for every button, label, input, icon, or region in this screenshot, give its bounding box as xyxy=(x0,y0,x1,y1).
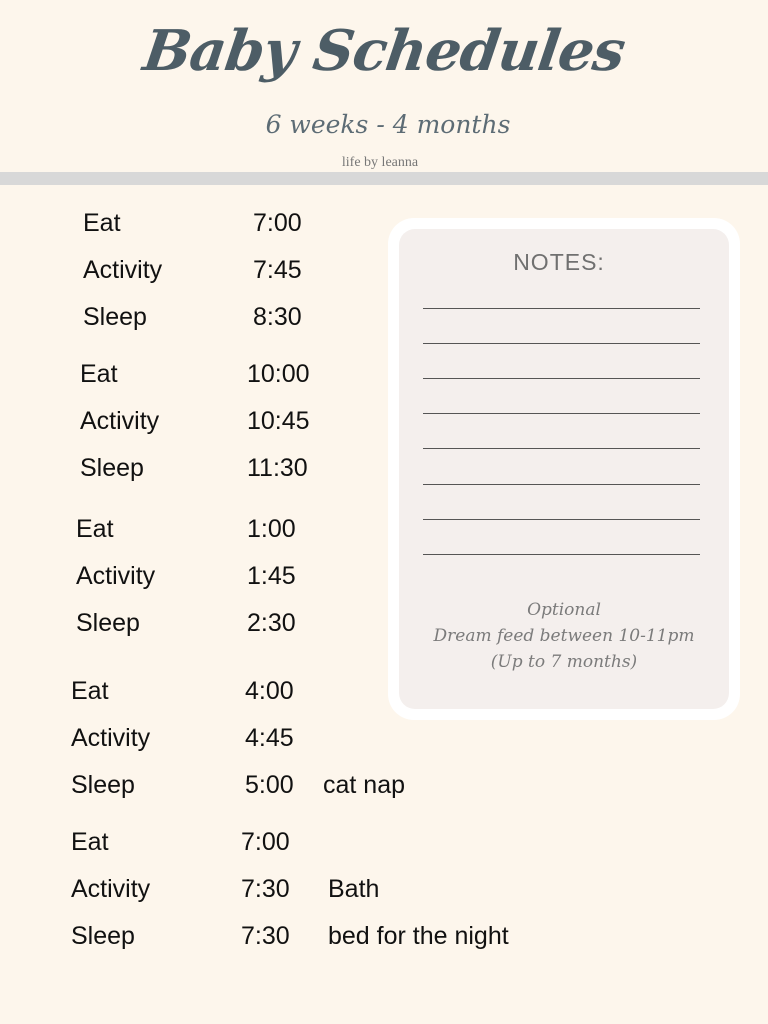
activity-time: 7:00 xyxy=(253,209,302,237)
brand-credit: life by leanna xyxy=(341,155,419,170)
activity-note: cat nap xyxy=(323,771,406,799)
notes-writing-line xyxy=(423,554,700,555)
activity-label: Activity xyxy=(71,875,151,903)
dream-feed-text: Dream feed between 10-11pm xyxy=(433,626,695,646)
notes-writing-line xyxy=(423,308,700,309)
activity-label: Activity xyxy=(76,562,156,590)
activity-label: Sleep xyxy=(71,922,135,950)
activity-time: 1:45 xyxy=(247,562,296,590)
activity-time: 1:00 xyxy=(247,515,296,543)
activity-time: 4:45 xyxy=(245,724,294,752)
page-subtitle: 6 weeks - 4 months xyxy=(265,110,511,139)
activity-time: 7:30 xyxy=(241,922,290,950)
activity-time: 7:00 xyxy=(241,828,290,856)
age-limit-text: (Up to 7 months) xyxy=(490,652,638,672)
activity-label: Eat xyxy=(83,209,121,237)
activity-label: Sleep xyxy=(80,454,144,482)
notes-writing-line xyxy=(423,378,700,379)
activity-label: Sleep xyxy=(76,609,140,637)
activity-time: 5:00 xyxy=(245,771,294,799)
header-divider xyxy=(0,172,768,185)
activity-time: 7:30 xyxy=(241,875,290,903)
activity-label: Activity xyxy=(80,407,160,435)
activity-time: 8:30 xyxy=(253,303,302,331)
notes-optional-text xyxy=(399,597,729,675)
activity-time: 2:30 xyxy=(247,609,296,637)
notes-heading: NOTES: xyxy=(513,249,605,275)
notes-writing-line xyxy=(423,519,700,520)
activity-time: 11:30 xyxy=(247,454,308,482)
activity-label: Eat xyxy=(76,515,114,543)
activity-label: Sleep xyxy=(71,771,135,799)
activity-time: 4:00 xyxy=(245,677,294,705)
activity-label: Activity xyxy=(83,256,163,284)
notes-writing-line xyxy=(423,413,700,414)
activity-time: 7:45 xyxy=(253,256,302,284)
activity-time: 10:00 xyxy=(247,360,310,388)
activity-label: Eat xyxy=(71,828,109,856)
activity-label: Eat xyxy=(80,360,118,388)
activity-label: Sleep xyxy=(83,303,147,331)
activity-label: Activity xyxy=(71,724,151,752)
optional-label: Optional xyxy=(527,600,601,620)
activity-time: 10:45 xyxy=(247,407,310,435)
activity-note: bed for the night xyxy=(328,922,509,950)
notes-writing-line xyxy=(423,484,700,485)
page-title: Baby Schedules xyxy=(139,18,629,84)
activity-note: Bath xyxy=(328,875,380,903)
activity-label: Eat xyxy=(71,677,109,705)
notes-writing-line xyxy=(423,343,700,344)
notes-writing-line xyxy=(423,448,700,449)
